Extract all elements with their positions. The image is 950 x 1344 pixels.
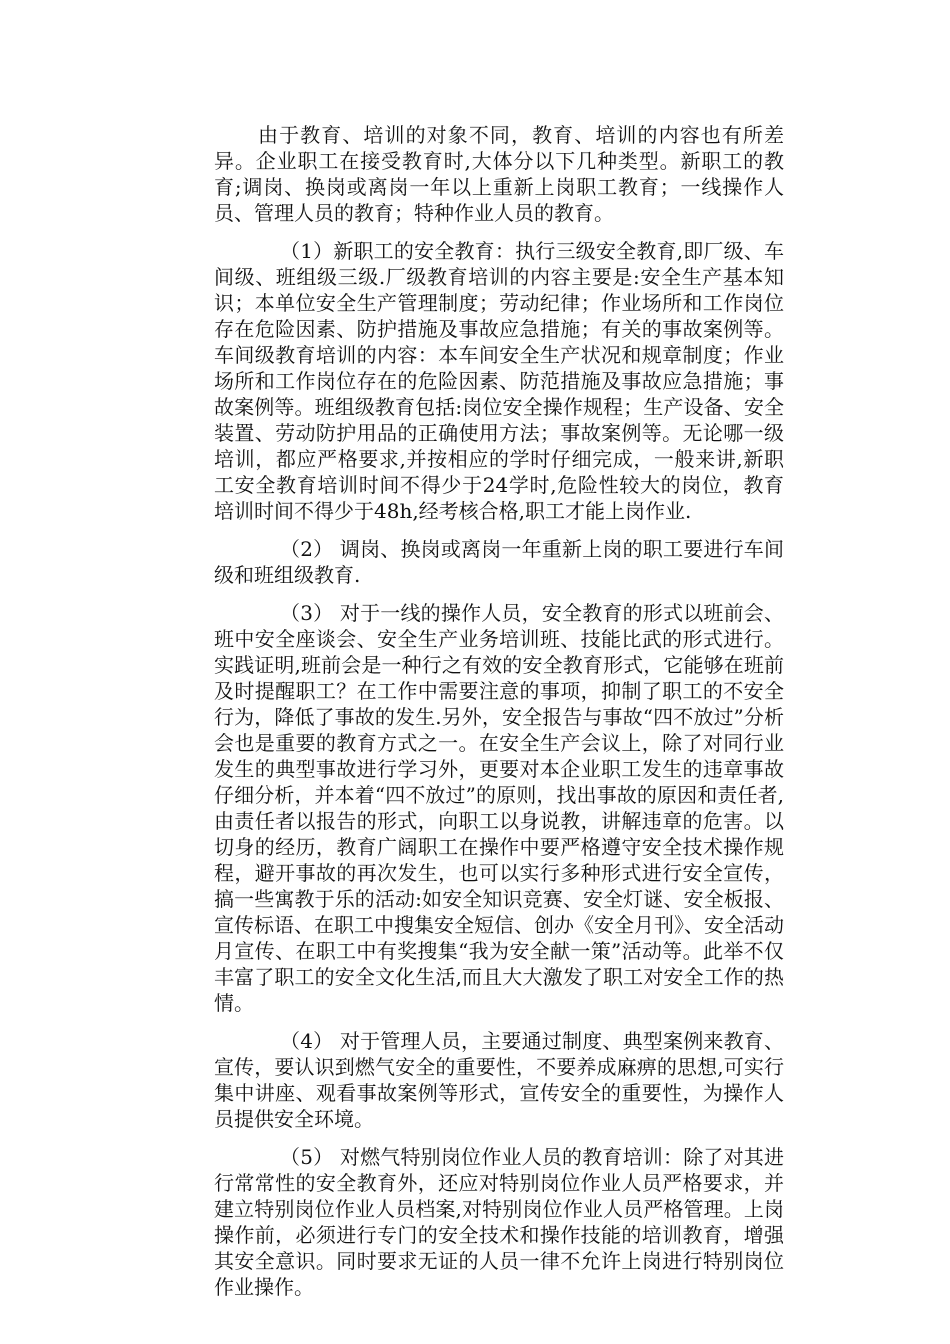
document-body bbox=[214, 122, 784, 1312]
paragraph-new-employee-education: （1）新职工的安全教育：执行三级安全教育,即厂级、车间级、班组级三级.厂级教育培训的内容主要是:安全生产基本知识；本单位安全生产管理制度；劳动纪律；作业场所和工作岗位存在危险因素、防护措施及事故应急措施；有关的事故案例等。车间级教育培训的内容：本车间安全生产状况和规章制度；作业场所和工作岗位存在的危险因素、防范措施及事故应急措施；事故案例等。班组级教育包括:岗位安全操作规程；生产设备、安全装置、劳动防护用品的正确使用方法；事故案例等。无论哪一级培训，都应严格要求,并按相应的学时仔细完成，一般来讲,新职工安全教育培训时间不得少于24学时,危险性较大的岗位，教育培训时间不得少于48h,经考核合格,职工才能上岗作业. bbox=[214, 239, 784, 523]
paragraph-special-post-education: （5） 对燃气特别岗位作业人员的教育培训：除了对其进行常常性的安全教育外，还应对特别岗位作业人员严格要求，并建立特别岗位作业人员档案,对特别岗位作业人员严格管理。上岗操作前，必须进行专门的安全技术和操作技能的培训教育，增强其安全意识。同时要求无证的人员一律不允许上岗进行特别岗位作业操作。 bbox=[214, 1145, 784, 1299]
paragraph-reassigned-employee-education: （2） 调岗、换岗或离岗一年重新上岗的职工要进行车间级和班组级教育. bbox=[214, 537, 784, 587]
intro-paragraph: 由于教育、培训的对象不同，教育、培训的内容也有所差异。企业职工在接受教育时,大体分以下几种类型。新职工的教育;调岗、换岗或离岗一年以上重新上岗职工教育；一线操作人员、管理人员的教育；特种作业人员的教育。 bbox=[214, 123, 784, 225]
paragraph-manager-education: （4） 对于管理人员，主要通过制度、典型案例来教育、宣传，要认识到燃气安全的重要性，不要养成麻痹的思想,可实行集中讲座、观看事故案例等形式，宣传安全的重要性，为操作人员提供安全环境。 bbox=[214, 1029, 784, 1131]
paragraph-frontline-operator-education: （3） 对于一线的操作人员，安全教育的形式以班前会、班中安全座谈会、安全生产业务培训班、技能比武的形式进行。实践证明,班前会是一种行之有效的安全教育形式，它能够在班前及时提醒职工？在工作中需要注意的事项，抑制了职工的不安全行为，降低了事故的发生.另外，安全报告与事故“四不放过”分析会也是重要的教育方式之一。在安全生产会议上，除了对同行业发生的典型事故进行学习外，更要对本企业职工发生的违章事故仔细分析，并本着“四不放过”的原则，找出事故的原因和责任者,由责任者以报告的形式，向职工以身说教，讲解违章的危害。以切身的经历，教育广阔职工在操作中要严格遵守安全技术操作规程，避开事故的再次发生，也可以实行多种形式进行安全宣传，搞一些寓教于乐的活动:如安全知识竞赛、安全灯谜、安全板报、宣传标语、在职工中搜集安全短信、创办《安全月刊》、安全活动月宣传、在职工中有奖搜集“我为安全献一策”活动等。此举不仅丰富了职工的安全文化生活,而且大大激发了职工对安全工作的热情。 bbox=[214, 601, 784, 1015]
